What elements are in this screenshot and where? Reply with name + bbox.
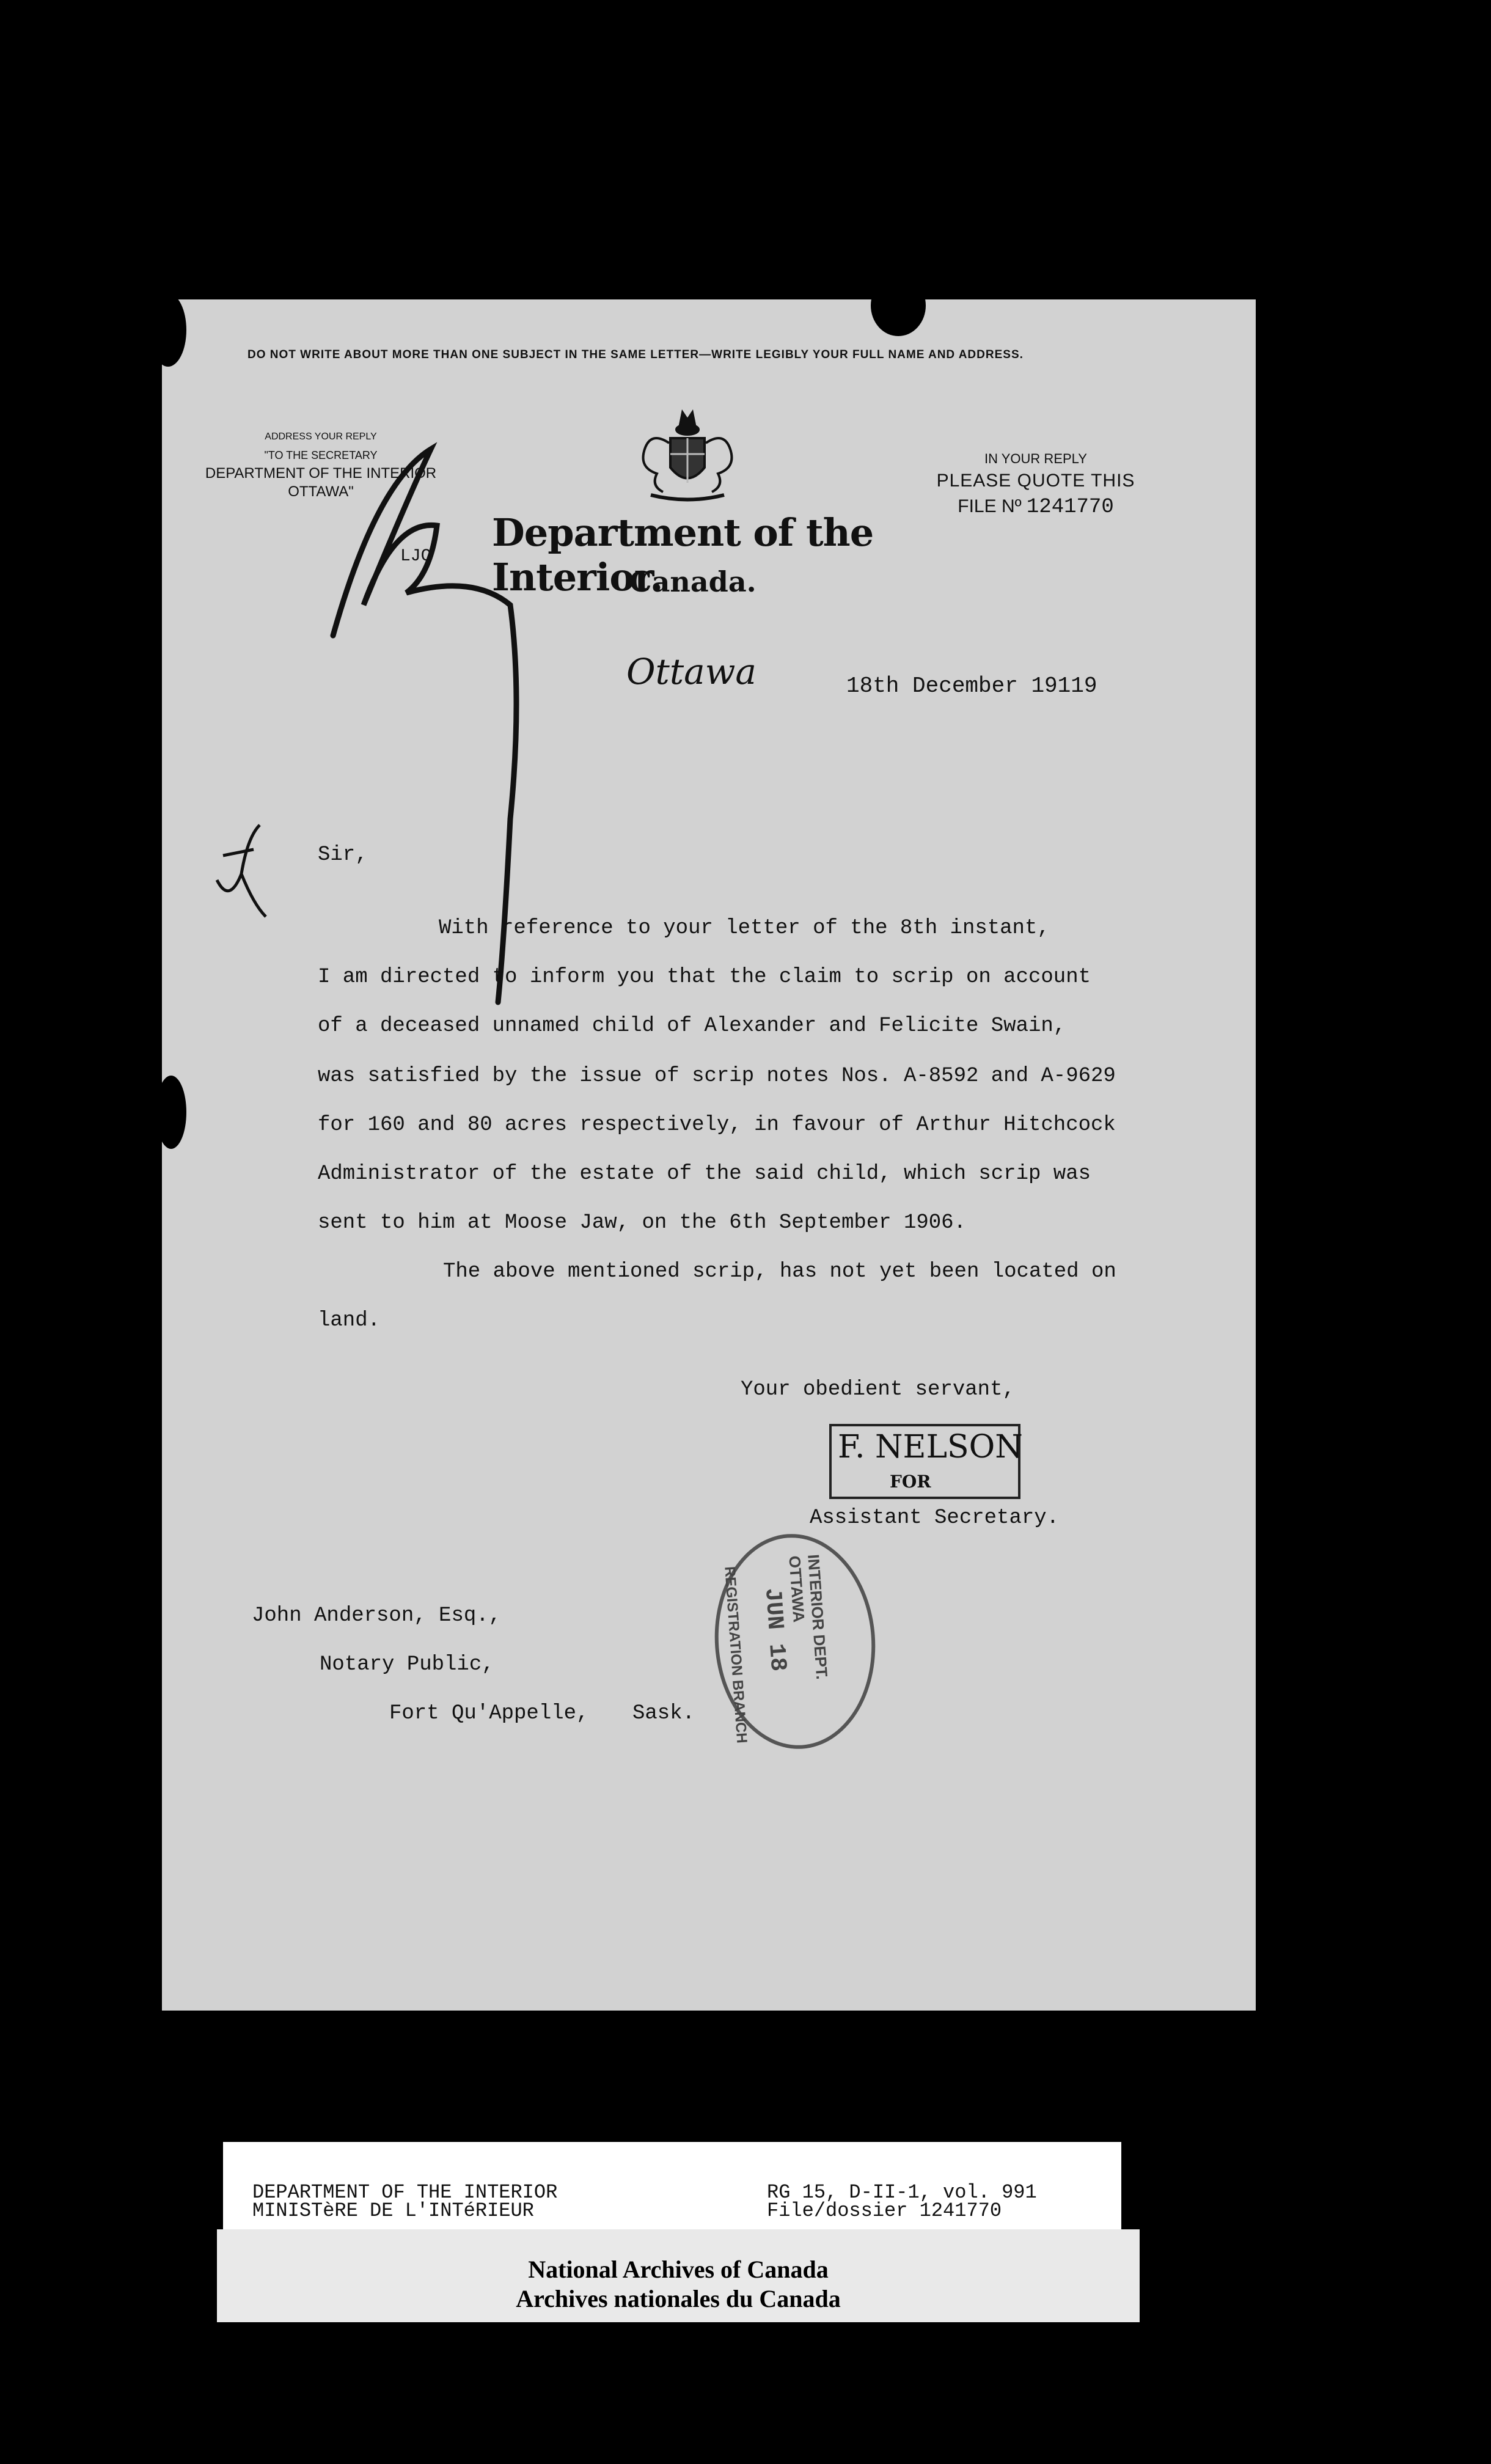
reply-line: PLEASE QUOTE THIS <box>936 471 1135 491</box>
recipient-province: Sask. <box>632 1702 695 1725</box>
archive-reference-label <box>223 2142 1121 2231</box>
body-line: I am directed to inform you that the claim to scrip on account <box>318 966 1091 989</box>
body-line: was satisfied by the issue of scrip notes Nos. A-8592 and A-9629 <box>318 1065 1116 1088</box>
royal-coat-of-arms-icon <box>626 406 749 504</box>
reply-line: IN YOUR REPLY <box>984 451 1087 466</box>
signature-for: FOR <box>890 1472 931 1492</box>
body-line: land. <box>318 1309 381 1332</box>
letter-sheet <box>162 299 1256 2011</box>
department-heading: Department of the Interior. <box>492 510 874 600</box>
recipient-location: Fort Qu'Appelle, <box>389 1702 589 1725</box>
letter-date: 18th December 19119 <box>846 673 1097 698</box>
address-line: OTTAWA" <box>288 483 354 500</box>
body-line: With reference to your letter of the 8th instant, <box>439 917 1050 940</box>
archive-name-english: National Archives of Canada <box>528 2256 829 2283</box>
closing: Your obedient servant, <box>741 1378 1015 1401</box>
signature-stamp <box>829 1424 1023 1499</box>
received-stamp-inner: REGISTRATION BRANCH <box>721 1566 750 1744</box>
writing-instructions: DO NOT WRITE ABOUT MORE THAN ONE SUBJECT IN THE SAME LETTER—WRITE LEGIBLY YOUR FULL NAME AND ADDRESS. <box>247 348 1024 361</box>
body-line: for 160 and 80 acres respectively, in favour of Arthur Hitchcock <box>318 1113 1116 1137</box>
address-line: ADDRESS YOUR REPLY <box>265 431 377 442</box>
place-script: Ottawa <box>626 651 756 692</box>
archive-reference: RG 15, D-II-1, vol. 991 <box>767 2181 1037 2204</box>
address-line: "TO THE SECRETARY <box>264 449 378 461</box>
body-line: sent to him at Moose Jaw, on the 6th September 1906. <box>318 1211 966 1234</box>
recipient-name: John Anderson, Esq., <box>252 1604 502 1627</box>
torn-edge <box>156 1076 186 1149</box>
salutation: Sir, <box>318 843 368 867</box>
archive-name-french: Archives nationales du Canada <box>516 2285 841 2312</box>
body-line: Administrator of the estate of the said child, which scrip was <box>318 1162 1091 1186</box>
dept-french: MINISTèRE DE L'INTéRIEUR <box>252 2199 534 2222</box>
received-stamp-outer: INTERIOR DEPT. OTTAWA <box>785 1553 832 1681</box>
received-stamp-date: JUN 18 <box>758 1586 791 1673</box>
received-stamp <box>708 1528 882 1754</box>
body-line: of a deceased unnamed child of Alexander and Felicite Swain, <box>318 1014 1066 1038</box>
signature-name: F. NELSON <box>838 1429 1023 1465</box>
address-line: DEPARTMENT OF THE INTERIOR <box>205 465 437 482</box>
margin-initials-mark <box>205 813 278 935</box>
body-line: The above mentioned scrip, has not yet been located on <box>443 1260 1116 1283</box>
archive-name-label <box>217 2229 1140 2322</box>
initials: LJC <box>400 547 431 566</box>
torn-edge <box>150 293 186 367</box>
torn-edge <box>871 275 926 336</box>
file-number: 1241770 <box>1026 496 1114 519</box>
recipient-title: Notary Public, <box>320 1653 494 1676</box>
country-heading: Canada. <box>629 565 756 598</box>
signature-title: Assistant Secretary. <box>810 1506 1060 1530</box>
archive-file: File/dossier 1241770 <box>767 2199 1002 2222</box>
dept-english: DEPARTMENT OF THE INTERIOR <box>252 2181 558 2204</box>
file-label: FILE Nº <box>958 496 1022 516</box>
